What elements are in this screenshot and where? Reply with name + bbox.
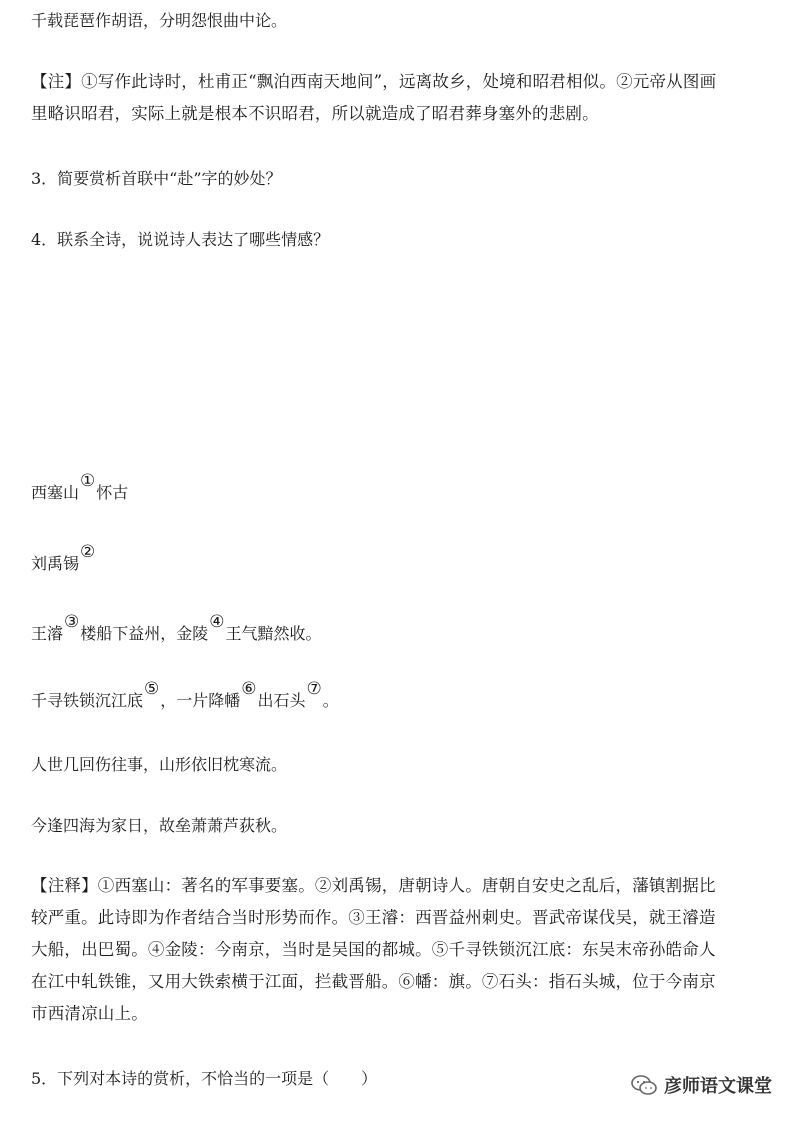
note-marker: ②: [80, 542, 96, 562]
poem2-title: [31, 471, 129, 504]
question-3: 3．简要赏析首联中“赴”字的妙处？: [31, 169, 282, 188]
poem-text: 楼船下益州，金陵: [80, 624, 209, 643]
poem2-author: [31, 542, 96, 575]
note-marker: ⑦: [306, 679, 322, 699]
poem-text: 王濬: [31, 624, 64, 643]
poem2-line-4: 今逢四海为家日，故垒萧萧芦荻秋。: [31, 816, 288, 835]
note-marker: ④: [209, 612, 225, 632]
watermark: [630, 1072, 772, 1098]
poem-text: 。: [322, 691, 339, 710]
poem2-title-text: 西塞山: [31, 483, 80, 502]
watermark-text: 彦师语文课堂: [664, 1076, 772, 1097]
poem2-title-suffix: 怀古: [96, 483, 129, 502]
wechat-icon: [630, 1074, 658, 1096]
poem2-author-name: 刘禹锡: [31, 554, 80, 573]
poem2-line-1: [31, 612, 322, 645]
note-marker: ⑤: [144, 679, 160, 699]
poem2-note: 【注释】①西塞山：著名的军事要塞。②刘禹锡，唐朝诗人。唐朝自安史之乱后，藩镇割据比较严重。此诗即为作者结合当时形势而作。③王濬：西晋益州刺史。晋武帝谋伐吴，就王濬造大船，出巴蜀。④金陵：今南京，当时是吴国的都城。⑤千寻铁锁沉江底：东吴末帝孙皓命人在江中轧铁锥，又用大铁索横于江面，拦截晋船。⑥幡：旗。⑦石头：指石头城，位于今南京市西清凉山上。: [31, 876, 716, 1023]
note-marker: ⑥: [241, 679, 257, 699]
note-marker: ③: [64, 612, 80, 632]
note-marker: ①: [80, 471, 96, 491]
question-5: 5．下列对本诗的赏析，不恰当的一项是（ ）: [31, 1069, 378, 1088]
poem-text: 出石头: [257, 691, 306, 710]
poem-text: 王气黯然收。: [225, 624, 322, 643]
poem-text: ，一片降幡: [160, 691, 241, 710]
poem1-note: 【注】①写作此诗时，杜甫正“飘泊西南天地间”，远离故乡，处境和昭君相似。②元帝从图画里略识昭君，实际上就是根本不识昭君，所以就造成了昭君葬身塞外的悲剧。: [31, 72, 717, 123]
poem-text: 千寻铁锁沉江底: [31, 691, 144, 710]
poem1-last-line: 千载琵琶作胡语，分明怨恨曲中论。: [31, 11, 288, 30]
poem2-line-3: 人世几回伤往事，山形依旧枕寒流。: [31, 755, 288, 774]
poem2-line-2: [31, 679, 339, 712]
question-4: 4．联系全诗，说说诗人表达了哪些情感？: [31, 230, 330, 249]
